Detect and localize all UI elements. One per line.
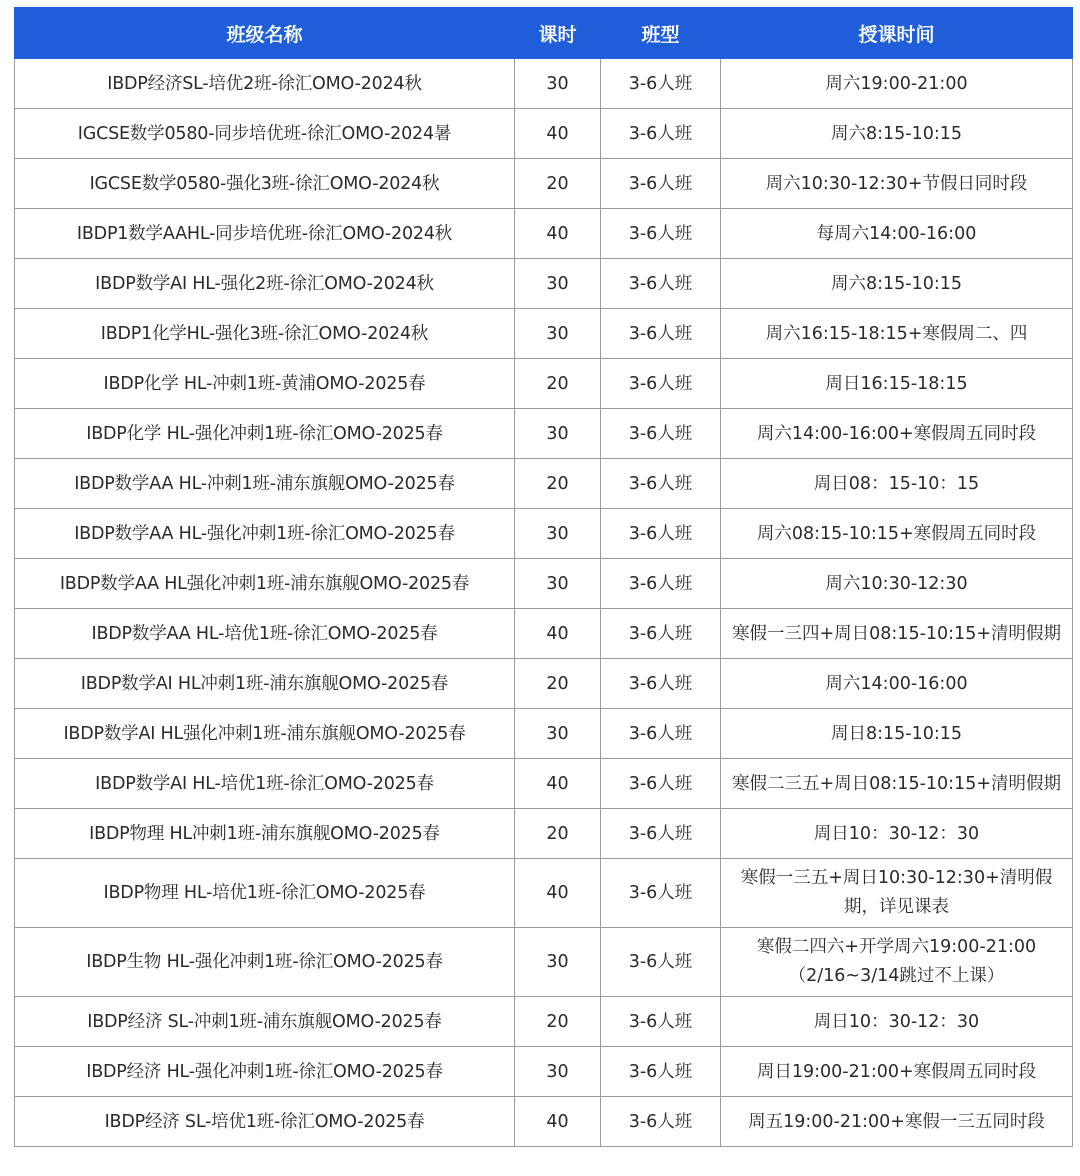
hours-cell: 40 [515, 1097, 601, 1147]
schedule-time-cell: 周六16:15-18:15+寒假周二、四 [721, 309, 1073, 359]
table-row [15, 59, 1073, 109]
class-type-cell: 3-6人班 [601, 59, 721, 109]
schedule-time-cell: 周日08：15-10：15 [721, 459, 1073, 509]
table-row [15, 559, 1073, 609]
table-row [15, 159, 1073, 209]
class-type-cell: 3-6人班 [601, 209, 721, 259]
table-row [15, 309, 1073, 359]
hours-cell: 20 [515, 809, 601, 859]
table-row [15, 997, 1073, 1047]
class-name-cell: IBDP物理 HL-培优1班-徐汇OMO-2025春 [15, 859, 515, 928]
schedule-time-cell: 寒假二三五+周日08:15-10:15+清明假期 [721, 759, 1073, 809]
hours-cell: 30 [515, 59, 601, 109]
hours-cell: 30 [515, 309, 601, 359]
class-name-cell: IGCSE数学0580-强化3班-徐汇OMO-2024秋 [15, 159, 515, 209]
class-type-cell: 3-6人班 [601, 809, 721, 859]
header-row [15, 8, 1073, 59]
class-type-cell: 3-6人班 [601, 709, 721, 759]
schedule-time-cell: 周日8:15-10:15 [721, 709, 1073, 759]
schedule-time-cell: 寒假一三五+周日10:30-12:30+清明假期，详见课表 [721, 859, 1073, 928]
table-row [15, 1097, 1073, 1147]
hours-cell: 30 [515, 709, 601, 759]
class-type-cell: 3-6人班 [601, 159, 721, 209]
class-name-cell: IBDP经济SL-培优2班-徐汇OMO-2024秋 [15, 59, 515, 109]
schedule-time-cell: 周六19:00-21:00 [721, 59, 1073, 109]
table-header [15, 8, 1073, 59]
hours-cell: 30 [515, 509, 601, 559]
hours-cell: 20 [515, 459, 601, 509]
class-name-cell: IBDP化学 HL-冲刺1班-黄浦OMO-2025春 [15, 359, 515, 409]
hours-cell: 40 [515, 759, 601, 809]
table-row [15, 928, 1073, 997]
class-type-cell: 3-6人班 [601, 859, 721, 928]
hours-cell: 40 [515, 209, 601, 259]
class-name-cell: IBDP1数学AAHL-同步培优班-徐汇OMO-2024秋 [15, 209, 515, 259]
header-class-type: 班型 [601, 8, 721, 59]
class-name-cell: IBDP化学 HL-强化冲刺1班-徐汇OMO-2025春 [15, 409, 515, 459]
header-schedule-time: 授课时间 [721, 8, 1073, 59]
hours-cell: 20 [515, 159, 601, 209]
class-name-cell: IBDP数学AA HL-培优1班-徐汇OMO-2025春 [15, 609, 515, 659]
schedule-time-cell: 周六10:30-12:30 [721, 559, 1073, 609]
schedule-time-cell: 周日19:00-21:00+寒假周五同时段 [721, 1047, 1073, 1097]
hours-cell: 30 [515, 1047, 601, 1097]
class-type-cell: 3-6人班 [601, 997, 721, 1047]
schedule-time-cell: 周五19:00-21:00+寒假一三五同时段 [721, 1097, 1073, 1147]
schedule-time-cell: 周六14:00-16:00 [721, 659, 1073, 709]
table-row [15, 809, 1073, 859]
table-row [15, 759, 1073, 809]
class-schedule-table [14, 7, 1073, 1147]
table-row [15, 1047, 1073, 1097]
class-type-cell: 3-6人班 [601, 1047, 721, 1097]
header-class-name: 班级名称 [15, 8, 515, 59]
class-name-cell: IBDP经济 HL-强化冲刺1班-徐汇OMO-2025春 [15, 1047, 515, 1097]
class-name-cell: IBDP数学AA HL强化冲刺1班-浦东旗舰OMO-2025春 [15, 559, 515, 609]
table-row [15, 359, 1073, 409]
hours-cell: 30 [515, 559, 601, 609]
table-row [15, 109, 1073, 159]
schedule-time-cell: 周六10:30-12:30+节假日同时段 [721, 159, 1073, 209]
class-name-cell: IBDP数学AI HL-培优1班-徐汇OMO-2025春 [15, 759, 515, 809]
table-row [15, 859, 1073, 928]
hours-cell: 20 [515, 359, 601, 409]
schedule-time-cell: 周六14:00-16:00+寒假周五同时段 [721, 409, 1073, 459]
hours-cell: 40 [515, 609, 601, 659]
class-type-cell: 3-6人班 [601, 509, 721, 559]
schedule-time-cell: 周六08:15-10:15+寒假周五同时段 [721, 509, 1073, 559]
hours-cell: 20 [515, 997, 601, 1047]
class-type-cell: 3-6人班 [601, 609, 721, 659]
class-type-cell: 3-6人班 [601, 759, 721, 809]
table-body [15, 59, 1073, 1147]
schedule-time-cell: 周六8:15-10:15 [721, 109, 1073, 159]
class-name-cell: IBDP数学AA HL-冲刺1班-浦东旗舰OMO-2025春 [15, 459, 515, 509]
schedule-time-cell: 寒假二四六+开学周六19:00-21:00（2/16~3/14跳过不上课） [721, 928, 1073, 997]
class-type-cell: 3-6人班 [601, 928, 721, 997]
schedule-time-cell: 寒假一三四+周日08:15-10:15+清明假期 [721, 609, 1073, 659]
class-name-cell: IBDP物理 HL冲刺1班-浦东旗舰OMO-2025春 [15, 809, 515, 859]
class-type-cell: 3-6人班 [601, 259, 721, 309]
class-name-cell: IBDP数学AA HL-强化冲刺1班-徐汇OMO-2025春 [15, 509, 515, 559]
class-type-cell: 3-6人班 [601, 409, 721, 459]
hours-cell: 40 [515, 109, 601, 159]
class-type-cell: 3-6人班 [601, 359, 721, 409]
class-type-cell: 3-6人班 [601, 559, 721, 609]
class-name-cell: IBDP生物 HL-强化冲刺1班-徐汇OMO-2025春 [15, 928, 515, 997]
table-row [15, 509, 1073, 559]
schedule-time-cell: 每周六14:00-16:00 [721, 209, 1073, 259]
table-row [15, 259, 1073, 309]
table-row [15, 209, 1073, 259]
schedule-time-cell: 周日10：30-12：30 [721, 809, 1073, 859]
class-name-cell: IBDP数学AI HL-强化2班-徐汇OMO-2024秋 [15, 259, 515, 309]
class-name-cell: IBDP经济 SL-冲刺1班-浦东旗舰OMO-2025春 [15, 997, 515, 1047]
hours-cell: 30 [515, 928, 601, 997]
hours-cell: 30 [515, 259, 601, 309]
schedule-table-container [14, 7, 1072, 1147]
hours-cell: 30 [515, 409, 601, 459]
schedule-time-cell: 周日10：30-12：30 [721, 997, 1073, 1047]
table-row [15, 709, 1073, 759]
class-name-cell: IBDP数学AI HL冲刺1班-浦东旗舰OMO-2025春 [15, 659, 515, 709]
class-name-cell: IBDP1化学HL-强化3班-徐汇OMO-2024秋 [15, 309, 515, 359]
class-type-cell: 3-6人班 [601, 1097, 721, 1147]
table-row [15, 409, 1073, 459]
class-name-cell: IGCSE数学0580-同步培优班-徐汇OMO-2024暑 [15, 109, 515, 159]
hours-cell: 20 [515, 659, 601, 709]
header-hours: 课时 [515, 8, 601, 59]
class-name-cell: IBDP经济 SL-培优1班-徐汇OMO-2025春 [15, 1097, 515, 1147]
schedule-time-cell: 周六8:15-10:15 [721, 259, 1073, 309]
class-type-cell: 3-6人班 [601, 109, 721, 159]
class-type-cell: 3-6人班 [601, 659, 721, 709]
class-name-cell: IBDP数学AI HL强化冲刺1班-浦东旗舰OMO-2025春 [15, 709, 515, 759]
table-row [15, 659, 1073, 709]
hours-cell: 40 [515, 859, 601, 928]
schedule-time-cell: 周日16:15-18:15 [721, 359, 1073, 409]
table-row [15, 459, 1073, 509]
class-type-cell: 3-6人班 [601, 309, 721, 359]
table-row [15, 609, 1073, 659]
class-type-cell: 3-6人班 [601, 459, 721, 509]
